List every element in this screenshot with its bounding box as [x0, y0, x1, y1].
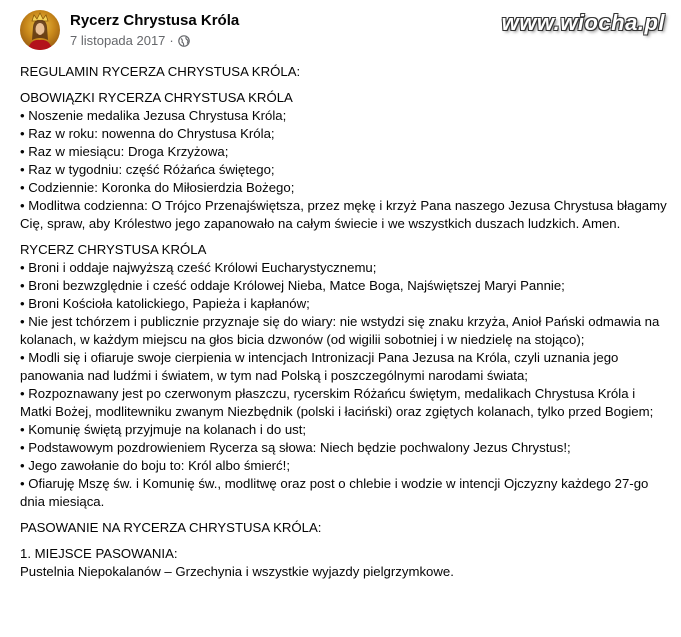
obligation-item: • Raz w tygodniu: część Różańca świętego;	[20, 162, 275, 177]
christ-king-avatar-icon	[20, 10, 60, 50]
page-avatar[interactable]	[20, 10, 60, 50]
post-date[interactable]: 7 listopada 2017	[70, 33, 166, 48]
knight-item: • Podstawowym pozdrowieniem Rycerza są słowa: Niech będzie pochwalony Jezus Chrystus!;	[20, 440, 571, 455]
place-text: Pustelnia Niepokalanów – Grzechynia i wszystkie wyjazdy pielgrzymkowe.	[20, 564, 454, 579]
meta-separator: ·	[169, 33, 174, 48]
obligation-item: • Noszenie medalika Jezusa Chrystusa Króla;	[20, 108, 287, 123]
knight-item: • Broni i oddaje najwyższą cześć Królowi Eucharystycznemu;	[20, 260, 377, 275]
post-body	[20, 63, 670, 581]
knight-item: • Broni Kościoła katolickiego, Papieża i kapłanów;	[20, 296, 310, 311]
knight-item: • Broni bezwzględnie i cześć oddaje Królowej Nieba, Matce Boga, Najświętszej Maryi Pannie;	[20, 278, 565, 293]
obligations-heading: OBOWIĄZKI RYCERZA CHRYSTUSA KRÓLA	[20, 90, 293, 105]
knight-item: • Komunię świętą przyjmuje na kolanach i do ust;	[20, 422, 307, 437]
knight-item: • Nie jest tchórzem i publicznie przyznaje się do wiary: nie wstydzi się znaku krzyża, Anioł Pański odmawia na kolanach, w każdym miejscu na głos bicia dzwonów (od wigilii sobotniej i w niedzielę na stojąco);	[20, 314, 660, 347]
knight-item: • Ofiaruję Mszę św. i Komunię św., modlitwę oraz post o chlebie i wodzie w intencji Ojczyzny każdego 27-go dnia miesiąca.	[20, 476, 649, 509]
place-heading: 1. MIEJSCE PASOWANIA:	[20, 546, 178, 561]
post-header	[0, 0, 681, 60]
post-meta	[70, 33, 190, 48]
globe-icon[interactable]	[178, 35, 190, 47]
site-watermark: www.wiocha.pl	[501, 10, 665, 35]
obligation-item: • Raz w roku: nowenna do Chrystusa Króla;	[20, 126, 275, 141]
knight-item: • Rozpoznawany jest po czerwonym płaszczu, rycerskim Różańcu świętym, medalikach Chrystusa Króla i Matki Bożej, modlitewniku zwanym Niezbędnik (polski i łaciński) oraz zgiętych kolanach, tylko przed Bogiem;	[20, 386, 654, 419]
dubbing-heading: PASOWANIE NA RYCERZA CHRYSTUSA KRÓLA:	[20, 520, 322, 535]
page-name[interactable]: Rycerz Chrystusa Króla	[70, 12, 240, 29]
obligation-item: • Raz w miesiącu: Droga Krzyżowa;	[20, 144, 229, 159]
obligation-item: • Codziennie: Koronka do Miłosierdzia Bożego;	[20, 180, 295, 195]
knight-heading: RYCERZ CHRYSTUSA KRÓLA	[20, 242, 207, 257]
knight-item: • Jego zawołanie do boju to: Król albo śmierć!;	[20, 458, 290, 473]
obligation-item: • Modlitwa codzienna: O Trójco Przenajświętsza, przez mękę i krzyż Pana naszego Jezusa Chrystusa błagamy Cię, spraw, aby Królestwo jego zapanowało na całym świecie i we wszystkich duszach ludzkich. Amen.	[20, 198, 667, 231]
knight-item: • Modli się i ofiaruje swoje cierpienia w intencjach Intronizacji Pana Jezusa na Króla, czyli uznania jego panowania nad ludźmi i światem, w tym nad Polską i poszczególnymi narodami świata;	[20, 350, 619, 383]
post-title: REGULAMIN RYCERZA CHRYSTUSA KRÓLA:	[20, 64, 301, 79]
